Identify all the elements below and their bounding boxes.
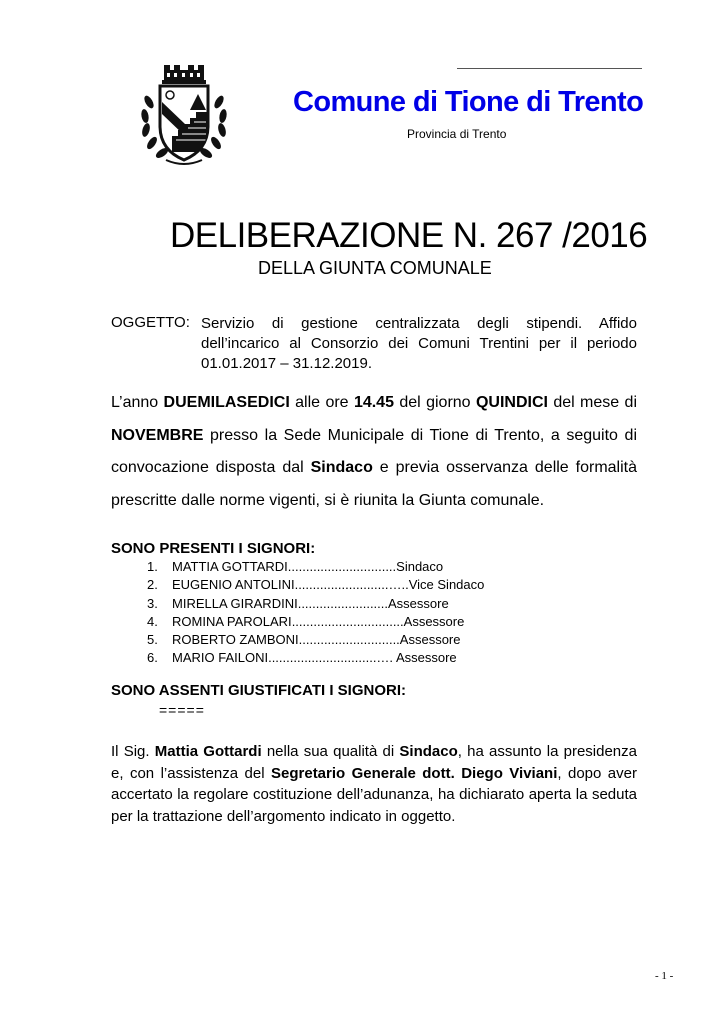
presidency-text: nella sua qualità di <box>261 743 400 760</box>
present-members-list <box>147 558 484 668</box>
subject-text: Servizio di gestione centralizzata degli stipendi. Affido dell’incarico al Consorzio dei Comuni Trentini per il periodo 01.01.2017 – 31.12.2019. <box>201 315 637 372</box>
meeting-month: NOVEMBRE <box>111 426 204 444</box>
member-leader-dots: ............................... <box>291 613 404 629</box>
list-item <box>147 576 484 594</box>
president-name: Mattia Gottardi <box>154 743 262 760</box>
member-leader-dots: ..........................….. <box>294 577 409 593</box>
presidency-text: , dopo aver accertato la regolare costituzione dell’adunanza, ha dichiarato aperta la seduta per la trattazione dell’argomento indicato in oggetto. <box>111 764 637 825</box>
member-name: EUGENIO ANTOLINI <box>172 577 295 593</box>
meeting-hour: 14.45 <box>353 394 394 411</box>
deliberation-body: DELLA GIUNTA COMUNALE <box>258 258 492 278</box>
member-role: Assessore <box>403 613 465 629</box>
municipal-coat-of-arms-icon <box>136 64 232 172</box>
page-number: - 1 - <box>655 970 674 982</box>
intro-text: e previa osservanza delle formalità <box>372 459 637 476</box>
member-number: 5. <box>147 632 158 648</box>
list-item <box>147 631 484 649</box>
member-leader-dots: ......................... <box>297 595 388 611</box>
member-leader-dots: ..............................…. <box>268 650 396 666</box>
presidency-text: , ha assunto la presidenza e, con l’assistenza del <box>111 743 637 782</box>
member-name: MATTIA GOTTARDI <box>172 559 288 574</box>
secretary-name: Segretario Generale dott. Diego Viviani <box>271 764 558 782</box>
intro-line-4: prescritte dalle norme vigenti, si è riunita la Giunta comunale. <box>111 491 545 509</box>
intro-text: del giorno <box>393 394 476 411</box>
intro-text: presso la Sede Municipale di Tione di Trento, a seguito di <box>203 426 637 444</box>
meeting-intro-paragraph <box>111 387 637 517</box>
header-rule <box>457 68 642 69</box>
absent-none-marker: ===== <box>159 702 205 718</box>
presidency-paragraph <box>111 741 637 827</box>
member-name: ROBERTO ZAMBONI <box>172 632 299 648</box>
member-role: Vice Sindaco <box>408 577 485 593</box>
present-heading: SONO PRESENTI I SIGNORI: <box>111 540 316 557</box>
list-item <box>147 649 484 667</box>
intro-text: convocazione disposta dal <box>111 459 311 476</box>
intro-line-1 <box>111 387 637 420</box>
province-subtitle: Provincia di Trento <box>407 127 507 141</box>
subject-label: OGGETTO: <box>111 314 190 331</box>
municipality-title: Comune di Tione di Trento <box>293 86 644 118</box>
intro-text: L’anno <box>111 394 164 411</box>
president-role: Sindaco <box>399 743 458 760</box>
convener-role: Sindaco <box>310 459 373 476</box>
member-leader-dots: .............................. <box>287 559 397 574</box>
intro-line-3 <box>111 452 637 485</box>
member-number: 4. <box>147 613 158 629</box>
list-item <box>147 595 484 613</box>
absent-heading: SONO ASSENTI GIUSTIFICATI I SIGNORI: <box>111 682 407 699</box>
member-name: MIRELLA GIRARDINI <box>172 595 298 611</box>
member-number: 2. <box>147 577 158 593</box>
member-role: Sindaco <box>396 559 444 574</box>
member-number: 3. <box>147 595 158 611</box>
list-item <box>147 558 484 576</box>
member-name: MARIO FAILONI <box>172 650 269 666</box>
member-role: Assessore <box>395 650 457 666</box>
meeting-year: DUEMILASEDICI <box>163 394 290 411</box>
list-item <box>147 613 484 631</box>
member-number: 6. <box>147 650 158 666</box>
intro-line-2 <box>111 420 637 453</box>
member-leader-dots: ............................ <box>298 632 400 648</box>
member-role: Assessore <box>388 595 449 611</box>
member-role: Assessore <box>399 632 461 648</box>
deliberation-number: DELIBERAZIONE N. 267 /2016 <box>170 216 648 255</box>
presidency-text: Il Sig. <box>111 743 155 760</box>
intro-text: alle ore <box>289 394 354 411</box>
member-number: 1. <box>147 559 158 574</box>
meeting-day: QUINDICI <box>475 394 548 411</box>
member-name: ROMINA PAROLARI <box>172 613 292 629</box>
intro-text: del mese di <box>547 394 637 411</box>
